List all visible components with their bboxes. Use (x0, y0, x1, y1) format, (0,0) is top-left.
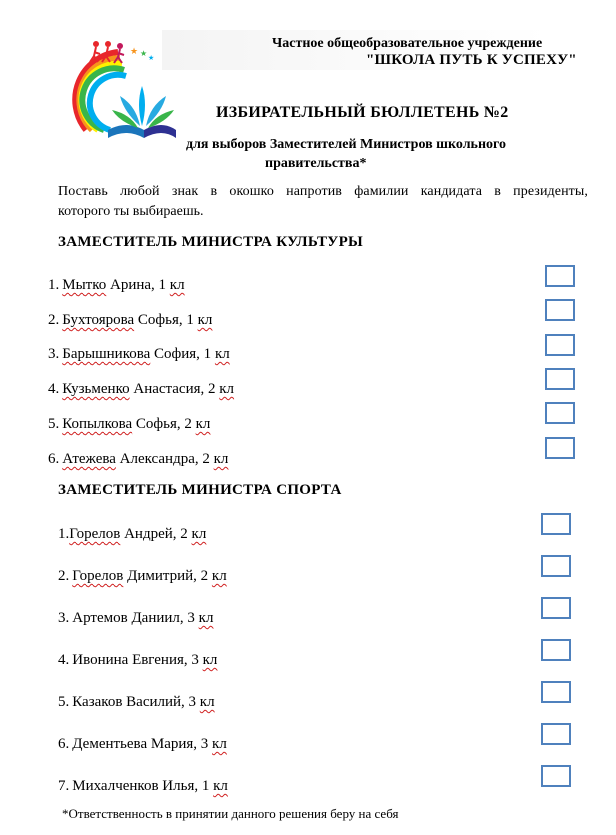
candidate-surname: Копылкова (62, 416, 133, 432)
candidate-details: Андрей, 2 (120, 526, 192, 542)
ballot-title: ИЗБИРАТЕЛЬНЫЙ БЮЛЛЕТЕНЬ №2 (216, 104, 509, 121)
org-name-line1: Частное общеобразовательное учреждение (272, 36, 543, 51)
candidate-surname: Горелов (69, 526, 121, 542)
candidate-row (58, 610, 213, 627)
candidate-row (58, 694, 215, 711)
candidate-grade: кл (191, 526, 207, 542)
candidate-number: 6. (48, 451, 60, 467)
candidate-number: 2. (48, 312, 60, 328)
candidate-grade: кл (199, 694, 215, 710)
candidate-row (58, 526, 206, 543)
candidate-surname: Бухтоярова (62, 312, 135, 328)
candidate-grade: кл (195, 416, 211, 432)
vote-checkbox-sport-6[interactable] (541, 723, 571, 745)
candidate-details: Софья, 2 (132, 416, 196, 432)
candidate-grade: кл (197, 312, 213, 328)
candidate-surname: Михалченков (72, 778, 159, 794)
candidate-row (58, 778, 228, 795)
candidate-surname: Барышникова (62, 346, 151, 362)
candidate-grade: кл (202, 652, 218, 668)
candidate-number: 6. (58, 736, 70, 752)
footnote: *Ответственность в принятии данного решения беру на себя (62, 806, 399, 821)
school-logo-icon (58, 34, 178, 144)
candidate-number: 1. (58, 526, 70, 542)
candidate-details: Анастасия, 2 (129, 381, 220, 397)
vote-checkbox-sport-5[interactable] (541, 681, 571, 703)
candidate-surname: Казаков (72, 694, 123, 710)
candidate-details: Мария, 3 (147, 736, 213, 752)
candidate-row (48, 451, 228, 468)
candidate-row (48, 416, 210, 433)
candidate-row (48, 346, 230, 363)
vote-checkbox-culture-1[interactable] (545, 265, 575, 287)
candidate-number: 5. (58, 694, 70, 710)
candidate-surname: Атежева (62, 451, 116, 467)
vote-checkbox-sport-3[interactable] (541, 597, 571, 619)
candidate-details: Василий, 3 (122, 694, 200, 710)
candidate-details: Софья, 1 (134, 312, 198, 328)
section-heading-culture: ЗАМЕСТИТЕЛЬ МИНИСТРА КУЛЬТУРЫ (58, 234, 364, 250)
candidate-details: Даниил, 3 (127, 610, 199, 626)
section-heading-sport: ЗАМЕСТИТЕЛЬ МИНИСТРА СПОРТА (58, 482, 342, 498)
candidate-surname: Дементьева (72, 736, 148, 752)
instruction-line1: Поставь любой знак в окошко напротив фамилии кандидата в президенты, (58, 184, 588, 199)
candidate-row (58, 568, 227, 585)
candidate-details: Илья, 1 (158, 778, 214, 794)
candidate-surname: Мытко (62, 277, 107, 293)
candidate-grade: кл (169, 277, 185, 293)
candidate-row (58, 736, 227, 753)
svg-text:★: ★ (140, 49, 148, 58)
candidate-grade: кл (198, 610, 214, 626)
candidate-surname: Горелов (72, 568, 124, 584)
vote-checkbox-culture-6[interactable] (545, 437, 575, 459)
vote-checkbox-sport-7[interactable] (541, 765, 571, 787)
candidate-surname: Ивонина (72, 652, 129, 668)
candidate-surname: Кузьменко (62, 381, 130, 397)
candidate-details: Арина, 1 (106, 277, 170, 293)
candidate-details: София, 1 (150, 346, 215, 362)
candidate-row (48, 312, 212, 329)
candidate-details: Димитрий, 2 (123, 568, 212, 584)
vote-checkbox-culture-3[interactable] (545, 334, 575, 356)
candidate-row (58, 652, 217, 669)
ballot-subtitle-line1: для выборов Заместителей Министров школьного (186, 137, 507, 152)
candidate-grade: кл (212, 736, 227, 752)
candidate-number: 1. (48, 277, 60, 293)
candidate-row (48, 277, 185, 294)
candidate-number: 2. (58, 568, 70, 584)
vote-checkbox-culture-5[interactable] (545, 402, 575, 424)
candidate-number: 3. (48, 346, 60, 362)
candidate-number: 4. (48, 381, 60, 397)
ballot-subtitle-line2: правительства* (265, 156, 367, 171)
candidate-number: 4. (58, 652, 70, 668)
candidate-row (48, 381, 234, 398)
school-logo (58, 34, 178, 144)
org-name-line2: "ШКОЛА ПУТЬ К УСПЕХУ" (366, 52, 577, 68)
candidate-number: 5. (48, 416, 60, 432)
candidate-details: Евгения, 3 (128, 652, 203, 668)
candidate-details: Александра, 2 (115, 451, 214, 467)
svg-text:★: ★ (130, 46, 139, 56)
candidate-grade: кл (211, 568, 227, 584)
svg-text:★: ★ (148, 54, 155, 62)
vote-checkbox-sport-1[interactable] (541, 513, 571, 535)
candidate-number: 7. (58, 778, 70, 794)
candidate-grade: кл (213, 778, 228, 794)
instruction-line2: которого ты выбираешь. (58, 204, 204, 219)
vote-checkbox-culture-2[interactable] (545, 299, 575, 321)
candidate-grade: кл (214, 346, 230, 362)
vote-checkbox-culture-4[interactable] (545, 368, 575, 390)
vote-checkbox-sport-2[interactable] (541, 555, 571, 577)
vote-checkbox-sport-4[interactable] (541, 639, 571, 661)
candidate-number: 3. (58, 610, 70, 626)
candidate-grade: кл (219, 381, 235, 397)
candidate-grade: кл (213, 451, 229, 467)
candidate-surname: Артемов (72, 610, 128, 626)
